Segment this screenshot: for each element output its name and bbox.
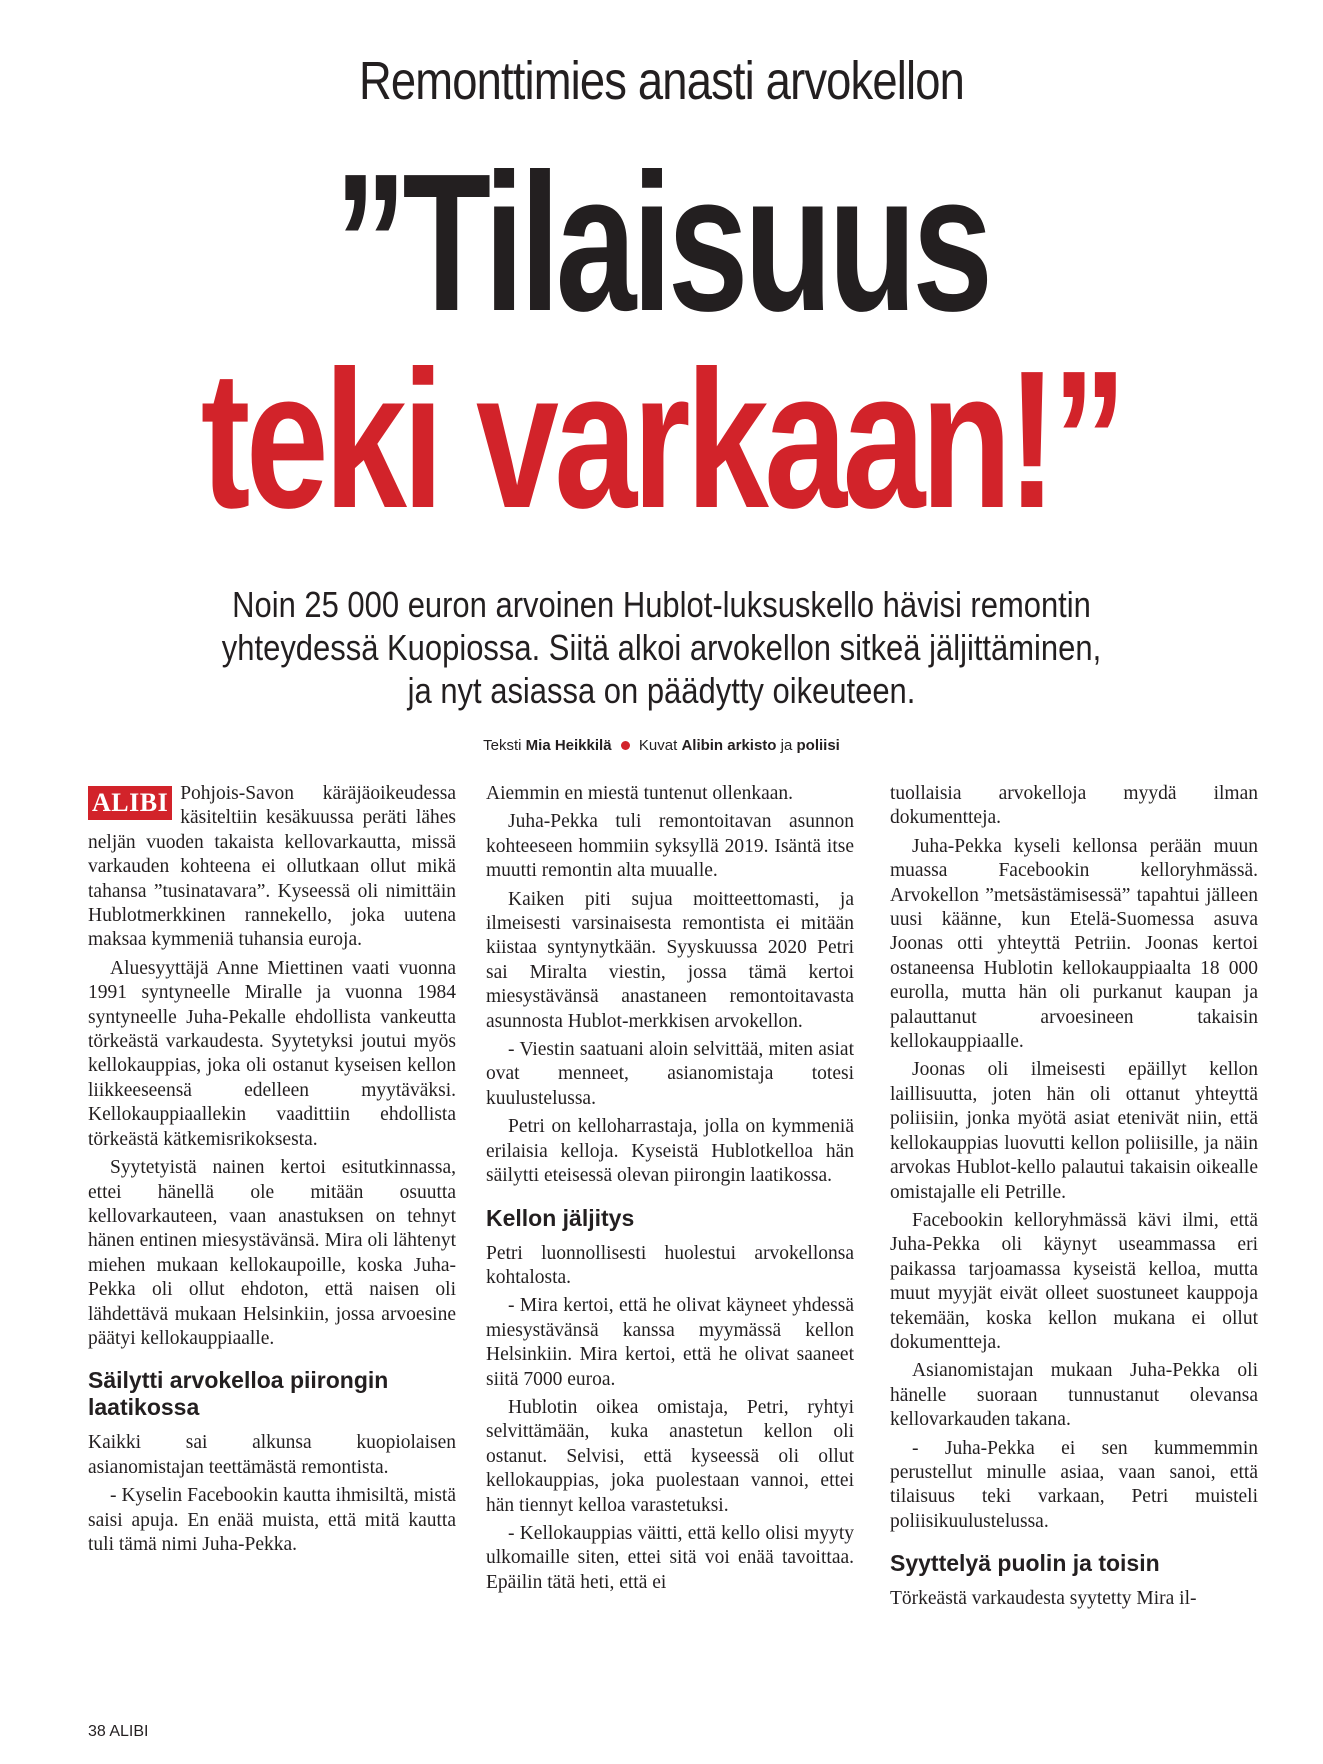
paragraph: - Mira kertoi, että he olivat käyneet yhdessä miesystävänsä kanssa myymässä kellon Helsinkiin. Mira kertoi, että he olivat saaneet siitä 7000 euroa. bbox=[486, 1295, 854, 1390]
byline-photo-source-2: poliisi bbox=[796, 737, 840, 754]
paragraph: Kaiken piti sujua moitteettomasti, ja ilmeisesti varsinaisesta remontista ei mitään kiistaa syntynytkään. Syyskuussa 2020 Petri sai Miralta viestin, jossa tämä kertoi miesystävänsä anastaneen remontoitavasta asunnosta Hublot-merkkisen arvokellon. bbox=[486, 888, 854, 1032]
paragraph: Petri luonnollisesti huolestui arvokellonsa kohtalosta. bbox=[486, 1242, 854, 1288]
article-column-1 bbox=[88, 782, 456, 1561]
page-number: 38 ALIBI bbox=[88, 1723, 149, 1740]
headline-line-2: teki varkaan!” bbox=[200, 330, 1123, 549]
byline-joiner: ja bbox=[780, 737, 793, 754]
paragraph: Juha-Pekka kyseli kellonsa perään muun muassa Facebookin kelloryhmässä. Arvokellon ”metsästämisessä” tapahtui jälleen uusi käänne, kun Etelä-Suomessa asuva Joonas otti yhteyttä Petriin. Joonas kertoi ostaneensa Hublotin kellokauppiaalta 18 000 eurolla, mutta hän oli purkanut kaupan ja palauttanut arvoesineen takaisin kellokauppiaalle. bbox=[890, 835, 1258, 1053]
paragraph: - Kellokauppias väitti, että kello olisi myyty ulkomaille siten, ettei sitä voi enää tavoittaa. Epäilin tätä heti, että ei bbox=[486, 1522, 854, 1593]
subheading: Säilytti arvokelloa piirongin laatikossa bbox=[88, 1367, 389, 1421]
paragraph: Syytetyistä nainen kertoi esitutkinnassa, ettei hänellä ole mitään osuutta kellovarkauteen, vaan anastuksen on tehnyt hänen entinen miesystävänsä. Mira oli lähtenyt miehen mukaan kellokaupoille, koska Juha-Pekka oli ollut ehdoton, että naisen oli lähdettävä mukaan Helsinkiin, jossa arvoesine päätyi kellokauppiaalle. bbox=[88, 1157, 456, 1349]
paragraph: Aluesyyttäjä Anne Miettinen vaati vuonna 1991 syntyneelle Miralle ja vuonna 1984 syntyneelle Juha-Pekalle ehdollista vankeutta törkeästä varkaudesta. Syytetyksi joutui myös kellokauppias, joka oli ostanut kyseisen kellon liikkeeseensä edelleen myytäväksi. Kellokauppiaallekin vaadittiin ehdollista törkeästä kätkemisrikoksesta. bbox=[88, 957, 456, 1150]
subheading: Kellon jäljitys bbox=[486, 1204, 635, 1231]
paragraph: - Kyselin Facebookin kautta ihmisiltä, mistä saisi apuja. En enää muista, että mitä kautta tuli tämä nimi Juha-Pekka. bbox=[88, 1485, 456, 1555]
paragraph: Joonas oli ilmeisesti epäillyt kellon laillisuutta, joten hän oli ottanut yhteyttä poliisiin, jonka myötä asiat etenivät niin, että kellokauppias luovutti kellon poliisille, ja näin arvokas Hublot-kello palautui takaisin oikealle omistajalle eli Petrille. bbox=[890, 1059, 1258, 1203]
byline-photo-label: Kuvat bbox=[638, 737, 678, 754]
paragraph: - Juha-Pekka ei sen kummemmin perustellut minulle asiaa, vaan sanoi, että tilaisuus teki varkaan, Petri muisteli poliisikuulustelussa. bbox=[890, 1437, 1258, 1532]
paragraph: Juha-Pekka tuli remontoitavan asunnon kohteeseen hommiin syksyllä 2019. Isäntä itse muutti remontin alta muualle. bbox=[486, 811, 854, 882]
subheading: Syyttelyä puolin ja toisin bbox=[890, 1550, 1160, 1577]
byline-text-label: Teksti bbox=[483, 737, 522, 754]
paragraph: Aiemmin en miestä tuntenut ollenkaan. bbox=[486, 783, 794, 804]
paragraph: Hublotin oikea omistaja, Petri, ryhtyi selvittämään, kuka anastetun kellon oli ostanut. Selvisi, että kyseessä oli ollut kellokauppias, joka puolestaan vannoi, ettei hän tiennyt kelloa varastetuksi. bbox=[486, 1396, 854, 1516]
byline bbox=[0, 737, 1323, 754]
article-column-3 bbox=[890, 782, 1258, 1616]
paragraph: Kaikki sai alkunsa kuopiolaisen asianomistajan teettämästä remontista. bbox=[88, 1432, 456, 1478]
paragraph: tuollaisia arvokelloja myydä ilman dokumentteja. bbox=[890, 783, 1258, 829]
lead-line-2: yhteydessä Kuopiossa. Siitä alkoi arvokellon sitkeä jäljittäminen, bbox=[221, 627, 1102, 668]
paragraph: Törkeästä varkaudesta syytetty Mira il- bbox=[890, 1588, 1197, 1610]
bullet-dot-icon bbox=[621, 741, 630, 750]
headline-line-1: ”Tilaisuus bbox=[334, 133, 989, 352]
byline-author: Mia Heikkilä bbox=[525, 737, 612, 754]
paragraph: - Viestin saatuani aloin selvittää, miten asiat ovat menneet, asianomistaja totesi kuulustelussa. bbox=[486, 1039, 854, 1109]
paragraph: Petri on kelloharrastaja, jolla on kymmeniä erilaisia kelloja. Kyseistä Hublotkelloa hän säilytti eteisessä olevan piirongin laatikossa. bbox=[486, 1116, 854, 1187]
lead-paragraph bbox=[0, 583, 1323, 712]
lead-line-3: ja nyt asiassa on päädytty oikeuteen. bbox=[407, 670, 916, 711]
paragraph: Asianomistajan mukaan Juha-Pekka oli hänelle suoraan tunnustanut olevansa kellovarkauden takana. bbox=[890, 1360, 1258, 1431]
kicker: Remonttimies anasti arvokellon bbox=[358, 51, 965, 111]
paragraph: Facebookin kelloryhmässä kävi ilmi, että Juha-Pekka oli käynyt useammassa eri paikassa tarjoamassa kyseistä kelloa, mutta muut myyjät eivät olleet suostuneet kauppoja tekemään, koska kellon mukana ei ollut dokumentteja. bbox=[890, 1209, 1258, 1353]
byline-photo-source-1: Alibin arkisto bbox=[681, 737, 777, 754]
alibi-logo: ALIBI bbox=[88, 786, 172, 820]
lead-line-1: Noin 25 000 euron arvoinen Hublot-luksuskello hävisi remontin bbox=[232, 584, 1091, 625]
article-column-2 bbox=[486, 782, 854, 1599]
paragraph: Pohjois-Savon käräjäoikeudessa käsiteltiin kesäkuussa peräti lähes neljän vuoden takaista kellovarkautta, missä varkauden kohteena ei ollutkaan ollut mikä tahansa ”tusinatavara”. Kyseessä oli nimittäin Hublotmerkkinen rannekello, joka uutena maksaa kymmeniä tuhansia euroja. bbox=[88, 783, 456, 951]
